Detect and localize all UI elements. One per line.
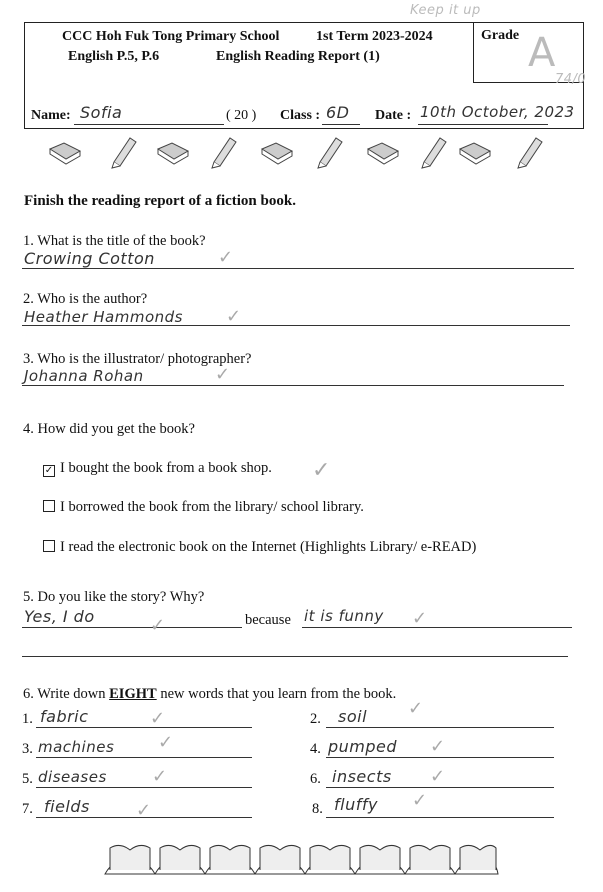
- word-2: soil: [338, 707, 368, 726]
- answer-5: Yes, I do: [24, 607, 95, 626]
- question-2: 2. Who is the author?: [23, 291, 148, 307]
- question-1: 1. What is the title of the book?: [23, 233, 206, 249]
- answer-1: Crowing Cotton: [24, 249, 155, 268]
- question-5: 5. Do you like the story? Why?: [23, 589, 205, 605]
- decorative-icons: [40, 134, 560, 170]
- option-ebook[interactable]: I read the electronic book on the Internet (Highlights Library/ e-READ): [43, 539, 476, 556]
- answer-2: Heather Hammonds: [24, 308, 183, 326]
- score-note: 74/0: [555, 72, 587, 87]
- check-mark: ✓: [150, 708, 166, 729]
- book-icon: [50, 143, 80, 164]
- check-mark: ✓: [408, 698, 424, 719]
- word-number: 5.: [22, 771, 33, 787]
- answer-3: Johanna Rohan: [24, 367, 144, 385]
- subject: English P.5, P.6: [68, 49, 160, 64]
- grade-label: Grade: [481, 28, 520, 43]
- check-mark: ✓: [412, 608, 428, 629]
- question-4: 4. How did you get the book?: [23, 421, 195, 437]
- option-borrowed[interactable]: I borrowed the book from the library/ school library.: [43, 499, 364, 516]
- book-icon: [262, 143, 292, 164]
- checkbox-unchecked[interactable]: [43, 500, 55, 512]
- word-3: machines: [38, 738, 115, 756]
- date-value: 10th October, 2023: [420, 103, 575, 121]
- date-label: Date :: [375, 108, 412, 123]
- instruction: Finish the reading report of a fiction book.: [24, 193, 296, 209]
- check-mark: ✓: [312, 458, 331, 483]
- class-label: Class :: [280, 108, 321, 123]
- checkbox-unchecked[interactable]: [43, 540, 55, 552]
- check-mark: ✓: [150, 615, 166, 636]
- check-mark: ✓: [412, 790, 428, 811]
- word-6: insects: [332, 767, 392, 786]
- question-6: 6. Write down EIGHT new words that you learn from the book.: [23, 686, 397, 702]
- word-7: fields: [44, 797, 90, 816]
- checkbox-checked[interactable]: ✓: [44, 465, 54, 476]
- book-icon: [368, 143, 398, 164]
- word-1: fabric: [40, 707, 89, 726]
- school-name: CCC Hoh Fuk Tong Primary School: [62, 29, 280, 44]
- word-8: fluffy: [334, 795, 378, 814]
- check-mark: ✓: [226, 306, 242, 327]
- word-5: diseases: [38, 768, 107, 786]
- decorative-books-border: [100, 836, 500, 882]
- word-number: 3.: [22, 741, 33, 757]
- because-label: because: [245, 612, 291, 628]
- check-mark: ✓: [215, 364, 231, 385]
- name-label: Name:: [31, 108, 71, 123]
- word-number: 8.: [312, 801, 323, 817]
- option-bought[interactable]: ✓ I bought the book from a book shop.: [44, 460, 272, 476]
- word-number: 4.: [310, 741, 321, 757]
- check-mark: ✓: [158, 732, 174, 753]
- class-value: 6D: [326, 103, 350, 122]
- pencil-icon: [518, 138, 542, 168]
- word-number: 2.: [310, 711, 321, 727]
- pencil-icon: [212, 138, 236, 168]
- teacher-note: Keep it up: [410, 3, 481, 18]
- check-mark: ✓: [218, 247, 234, 268]
- check-mark: ✓: [152, 766, 168, 787]
- word-number: 1.: [22, 711, 33, 727]
- grade-value: A: [528, 30, 556, 76]
- term: 1st Term 2023-2024: [316, 29, 433, 44]
- student-number: ( 20 ): [226, 108, 257, 123]
- check-mark: ✓: [430, 766, 446, 787]
- pencil-icon: [422, 138, 446, 168]
- question-3: 3. Who is the illustrator/ photographer?: [23, 351, 252, 367]
- pencil-icon: [112, 138, 136, 168]
- pencil-icon: [318, 138, 342, 168]
- word-number: 7.: [22, 801, 33, 817]
- reason-5: it is funny: [304, 607, 384, 625]
- check-mark: ✓: [430, 736, 446, 757]
- word-number: 6.: [310, 771, 321, 787]
- check-mark: ✓: [136, 800, 152, 821]
- book-icon: [158, 143, 188, 164]
- word-4: pumped: [328, 737, 398, 756]
- student-name: Sofia: [80, 103, 123, 122]
- book-icon: [460, 143, 490, 164]
- report-title: English Reading Report (1): [216, 49, 380, 64]
